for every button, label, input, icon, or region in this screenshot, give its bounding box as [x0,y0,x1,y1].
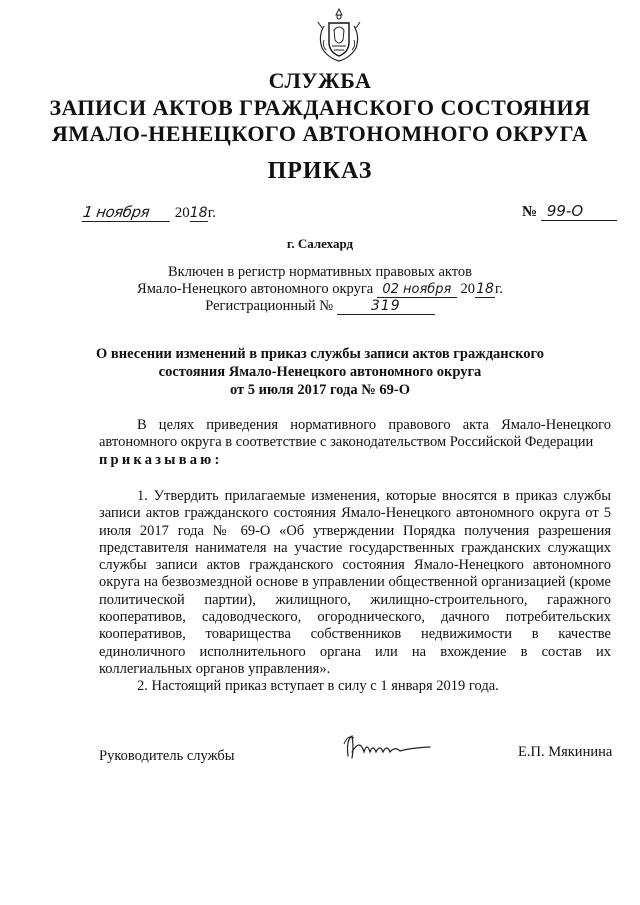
registration-number-handwritten: 319 [337,298,435,315]
registration-line-2 [0,281,640,298]
registration-year-suffix: г. [495,281,503,297]
order-title-line-2: состояния Ямало-Ненецкого автономного округа [158,364,482,380]
order-number [522,202,617,221]
agency-name-line-3: ЯМАЛО-НЕНЕЦКОГО АВТОНОМНОГО ОКРУГА [51,121,589,146]
registration-line-3 [0,298,640,315]
order-title-line-1: О внесении изменений в приказ службы записи актов гражданского [96,346,544,362]
directive-word: приказываю: [99,452,223,468]
document-type-heading: ПРИКАЗ [267,158,373,184]
registration-line-1: Включен в регистр нормативных правовых актов [168,264,472,280]
city: г. Салехард [286,236,354,251]
signatory-title: Руководитель службы [99,748,235,764]
handwritten-signature [340,730,435,762]
order-number-handwritten: 99-О [541,202,617,221]
agency-name-line-1: СЛУЖБА [268,68,372,93]
registration-year-prefix: 20 [460,281,475,297]
signatory-name: Е.П. Мякинина [518,744,613,760]
order-year-suffix: г. [207,205,216,221]
order-year-handwritten: 18 [189,205,208,221]
coat-of-arms-icon [316,6,362,64]
order-date-handwritten: 1 ноября [82,203,173,222]
registration-line-2-prefix: Ямало-Ненецкого автономного округа [137,281,374,297]
agency-name-line-2: ЗАПИСИ АКТОВ ГРАЖДАНСКОГО СОСТОЯНИЯ [49,95,591,120]
order-number-prefix: № [522,204,538,220]
item-2-paragraph: 2. Настоящий приказ вступает в силу с 1 января 2019 года. [137,678,499,694]
preamble-paragraph: В целях приведения нормативного правового акта Ямало-Ненецкого автономного округа в соответствие с законодательством Российской Федерации [99,417,611,451]
order-year-prefix: 20 [174,205,190,221]
order-title-line-3: от 5 июля 2017 года № 69-О [229,382,411,398]
registration-day-handwritten: 02 ноября [377,282,457,298]
order-date [83,203,216,222]
item-1-paragraph: 1. Утвердить прилагаемые изменения, которые вносятся в приказ службы записи актов гражданского состояния Ямало-Ненецкого автономного округа от 5 июля 2017 года № 69-О «Об утверждении Порядка получения разрешения представителя нанимателя на участие государственных гражданских служащих службы записи актов гражданского состояния Ямало-Ненецкого автономного округа на безвозмездной основе в управлении общественной организацией (кроме политической партии), жилищного, жилищно-строительного, гаражного кооперативов, садоводческого, огороднического, дачного потребительских кооперативов, товарищества собственников недвижимости в качестве единоличного исполнительного органа или на вхождение в состав их коллегиальных органов управления». [99,488,611,677]
registration-year-handwritten: 18 [476,281,494,297]
registration-number-label: Регистрационный № [205,298,334,314]
